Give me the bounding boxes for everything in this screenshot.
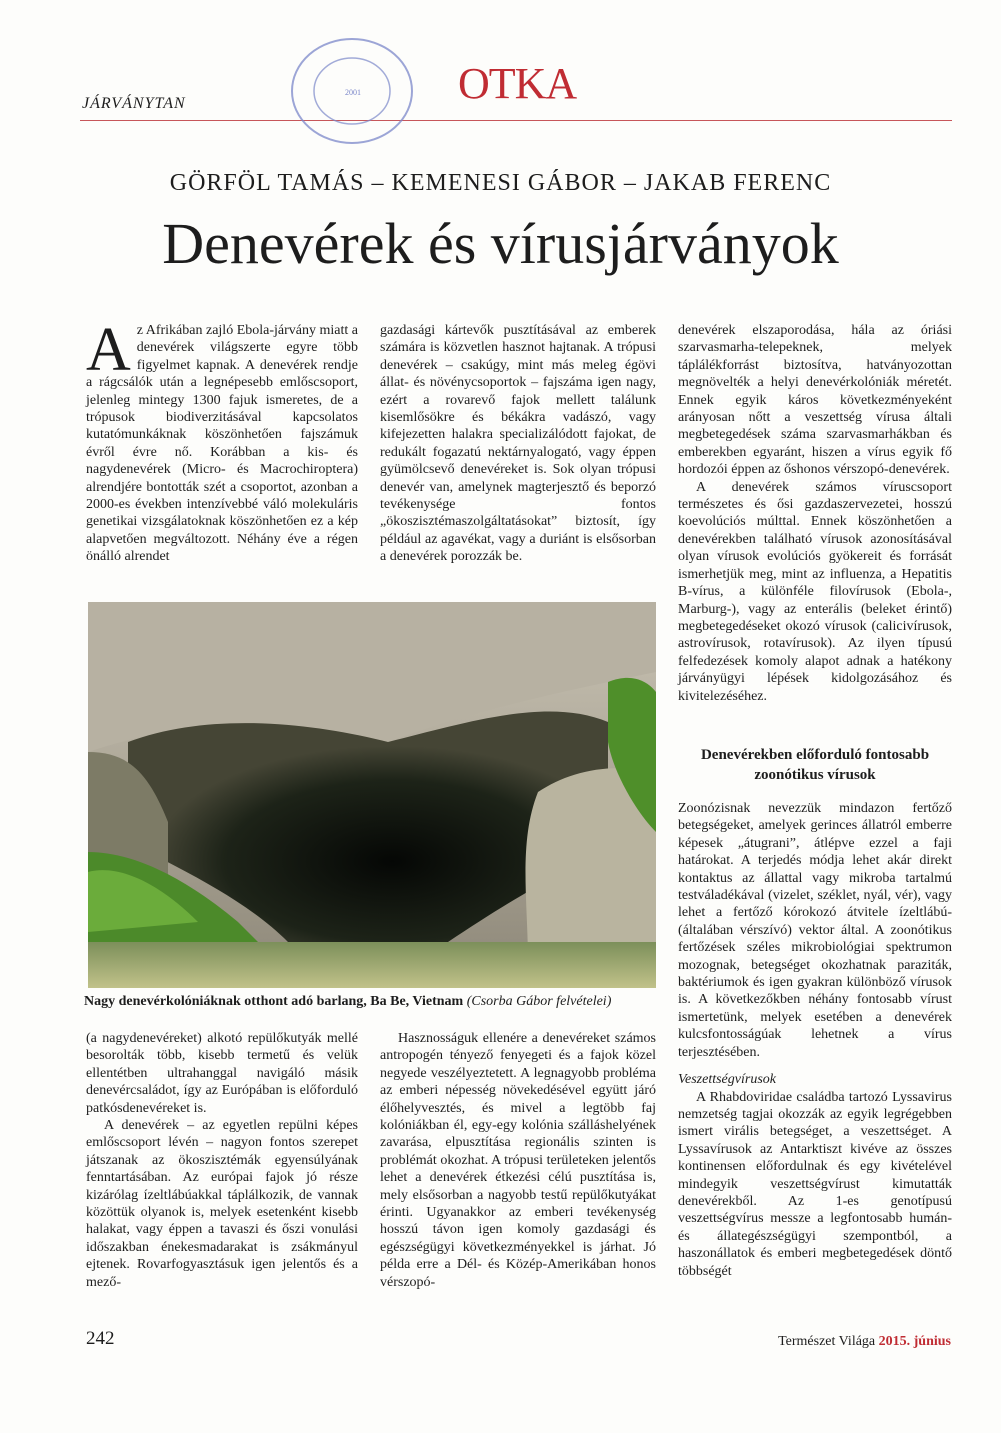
footer-issue (778, 1334, 951, 1350)
column-2-bottom (380, 1030, 656, 1291)
paragraph: gazdasági kártevők pusztításával az emberek számára is közvetlen hasznot hajtanak. A trópusi denevérek – csakúgy, mint más meleg égövi állat- és növénycsoportok – fajszáma igen nagy, ezért a rovarevő fajok mellett találunk kisemlősökre és békákra vadászó, vagy kifejezetten halakra specializálódott fajokat, de redukált fogazatú nektárnyalogató, vagy éppen gyümölcsevő denevéreket is. Sok olyan trópusi denevér van, amelynek magterjesztő és beporzó tevékenysége fontos „ökoszisztémaszolgáltatásokat” biztosít, így például az agavékat, vagy a duriánt is elsősorban a denevérek porozzák be. (380, 323, 656, 565)
column-1-bottom (86, 1030, 358, 1291)
column-3-bottom (678, 800, 952, 1280)
caption-credit: (Csorba Gábor felvételei) (466, 994, 612, 1009)
paragraph: denevérek elszaporodása, hála az óriási szarvasmarha-telepeknek, melyek táplálékforrást biztosítva, hatványozottan megnövelték a helyi denevérkolóniák méretét. Ennek egyik káros következményeként arányosan nőtt a veszettség vírusa általi megbetegedések száma szarvasmarhákban és emberekben egyaránt, hiszen a vírus egyik fő hordozói éppen az őshonos vérszopó-denevérek. (678, 323, 952, 478)
column-1-top (86, 316, 358, 566)
paragraph: Hasznosságuk ellenére a denevéreket számos antropogén tényező fenyegeti és a fajok közel negyede veszélyeztetett. A legnagyobb probléma az emberi népesség növekedésével együtt járó élőhelyvesztés, és mivel a legtöbb faj kolóniákban él, egy-egy kolónia szálláshelyének zavarása, elpusztítása regionális szinten is problémát okozhat. A trópusi területeken jelentős lehet a denevérek étkezési célú pusztítása is, mely elsősorban a nagyobb testű repülőkutyákat érinti. Ugyanakkor az emberi tevékenység hosszú távon igen komoly gazdasági és egészségügyi következményekkel is járhat. Jó példa erre a Dél- és Közép-Amerikában honos vérszopó- (380, 1031, 656, 1290)
article-title: Denevérek és vírusjárványok (162, 211, 839, 276)
sub-subheading: Veszettségvírusok (678, 1072, 776, 1088)
paragraph: (a nagydenevéreket) alkotó repülőkutyák mellé besorolták több, kisebb termetű és velük ellentétben ultrahanggal navigáló másik denevércsaládot, így az Európában is előforduló patkósdenevéreket is. (86, 1031, 358, 1116)
paragraph-text: z Afrikában zajló Ebola-járvány miatt a denevérek világszerte egyre több figyelmet kapnak. A denevérek rendje a rágcsálók után a legnépesebb emlőscsoport, jelenleg mintegy 1300 fajuk ismeretes, de a trópusok biodiverzitásával kapcsolatos kutatómunkáknak köszönhetően fajszámuk évről évre nő. Korábban a kis- és nagydenevérek (Micro- és Macrochiroptera) alrendjére bontották szét a csoportot, azonban a 2000-es években intenzívebbé váló molekuláris genetikai vizsgálatoknak köszönhetően ez a kép alapvetően megváltozott. Néhány éve a régen önálló alrendet (86, 323, 358, 565)
library-stamp-icon (286, 35, 416, 147)
subheading: Denevérekben előforduló fontosabb zoonótikus vírusok (700, 747, 930, 783)
paragraph: Zoonózisnak nevezzük mindazon fertőző betegségeket, amelyek gerinces állatról emberre képesek „átugrani”, átlépve ezzel a faji határokat. A terjedés módja lehet akár direkt kontaktus az állattal vagy mikroba tartalmú testváladékával (vizelet, széklet, nyál, vér), vagy lehet a fertőző kórokozó átvitele ízeltlábú- (általában vérszívó) vektor által. A zoonótikus fertőzések széles mikrobiológiai spektrumon mozognak, betegséget okozhatnak paraziták, baktériumok és igen gyakran különböző vírusok is. A következőkben néhány fontosabb vírust ismertetünk, melyek esetében a denevérek kulcsfontosságúak lehetnek a vírus terjesztésében. (678, 801, 952, 1060)
column-3-top (678, 322, 952, 705)
photo-caption (84, 994, 664, 1010)
magazine-name: Természet Világa (778, 1334, 876, 1349)
brand-logo: OTKA (458, 59, 577, 108)
header-rule (80, 120, 952, 121)
cave-photo (88, 602, 656, 988)
section-label: JÁRVÁNYTAN (82, 95, 186, 112)
paragraph: A Rhabdoviridae családba tartozó Lyssavirus nemzetség tagjai okozzák az egyik legrégebben ismert virális betegséget, a veszettséget. A Lyssavírusok az Antarktiszt kivéve az összes kontinensen előfordulnak és egy kivételével mindegyik veszettségvírust kimutatták denevérekből. Az 1-es genotípusú veszettségvírus messze a legfontosabb humán- és állategészségügyi szempontból, a haszonállatok és emberi megbetegedések döntő többségét (678, 1089, 952, 1279)
caption-text: Nagy denevérkolóniáknak otthont adó barlang, Ba Be, Vietnam (84, 994, 464, 1009)
article-authors: GÖRFÖL TAMÁS – KEMENESI GÁBOR – JAKAB FERENC (169, 170, 832, 196)
paragraph (86, 316, 358, 566)
stamp-year: 2001 (345, 88, 361, 97)
page-number: 242 (86, 1328, 115, 1349)
paragraph: A denevérek – az egyetlen repülni képes emlőscsoport lévén – nagyon fontos szerepet játszanak az ökoszisztémák egyensúlyának fenntartásában. Az európai fajok jó része kizárólag ízeltlábúakkal táplálkozik, de vannak közöttük olyanok is, melyek esetenként kisebb halakat, vagy éppen a tavaszi és őszi vonulási időszakban énekesmadarakat is zsákmányul ejtenek. Rovarfogyasztásuk igen jelentős és a mező- (86, 1118, 358, 1290)
paragraph: A denevérek számos víruscsoport természetes és ősi gazdaszervezetei, hosszú koevolúciós múlttal. Ennek köszönhetően a denevérekben található vírusok azonosításával olyan vírusok evolúciós gyökereit és forrását ismerhetjük meg, mint az influenza, a Hepatitis B-vírus, a különféle filovírusok (Ebola-, Marburg-), vagy az enterális (beleket érintő) megbetegedéseket okozó vírusok (calicivírusok, astrovírusok, rotavírusok). Az ilyen típusú felfedezések komoly alapot adnak a hatékony járványügyi lépések kidolgozásához és kivitelezéséhez. (678, 479, 952, 704)
drop-cap: A (86, 316, 131, 384)
column-2-top (380, 322, 656, 566)
issue-date: 2015. június (878, 1334, 951, 1349)
